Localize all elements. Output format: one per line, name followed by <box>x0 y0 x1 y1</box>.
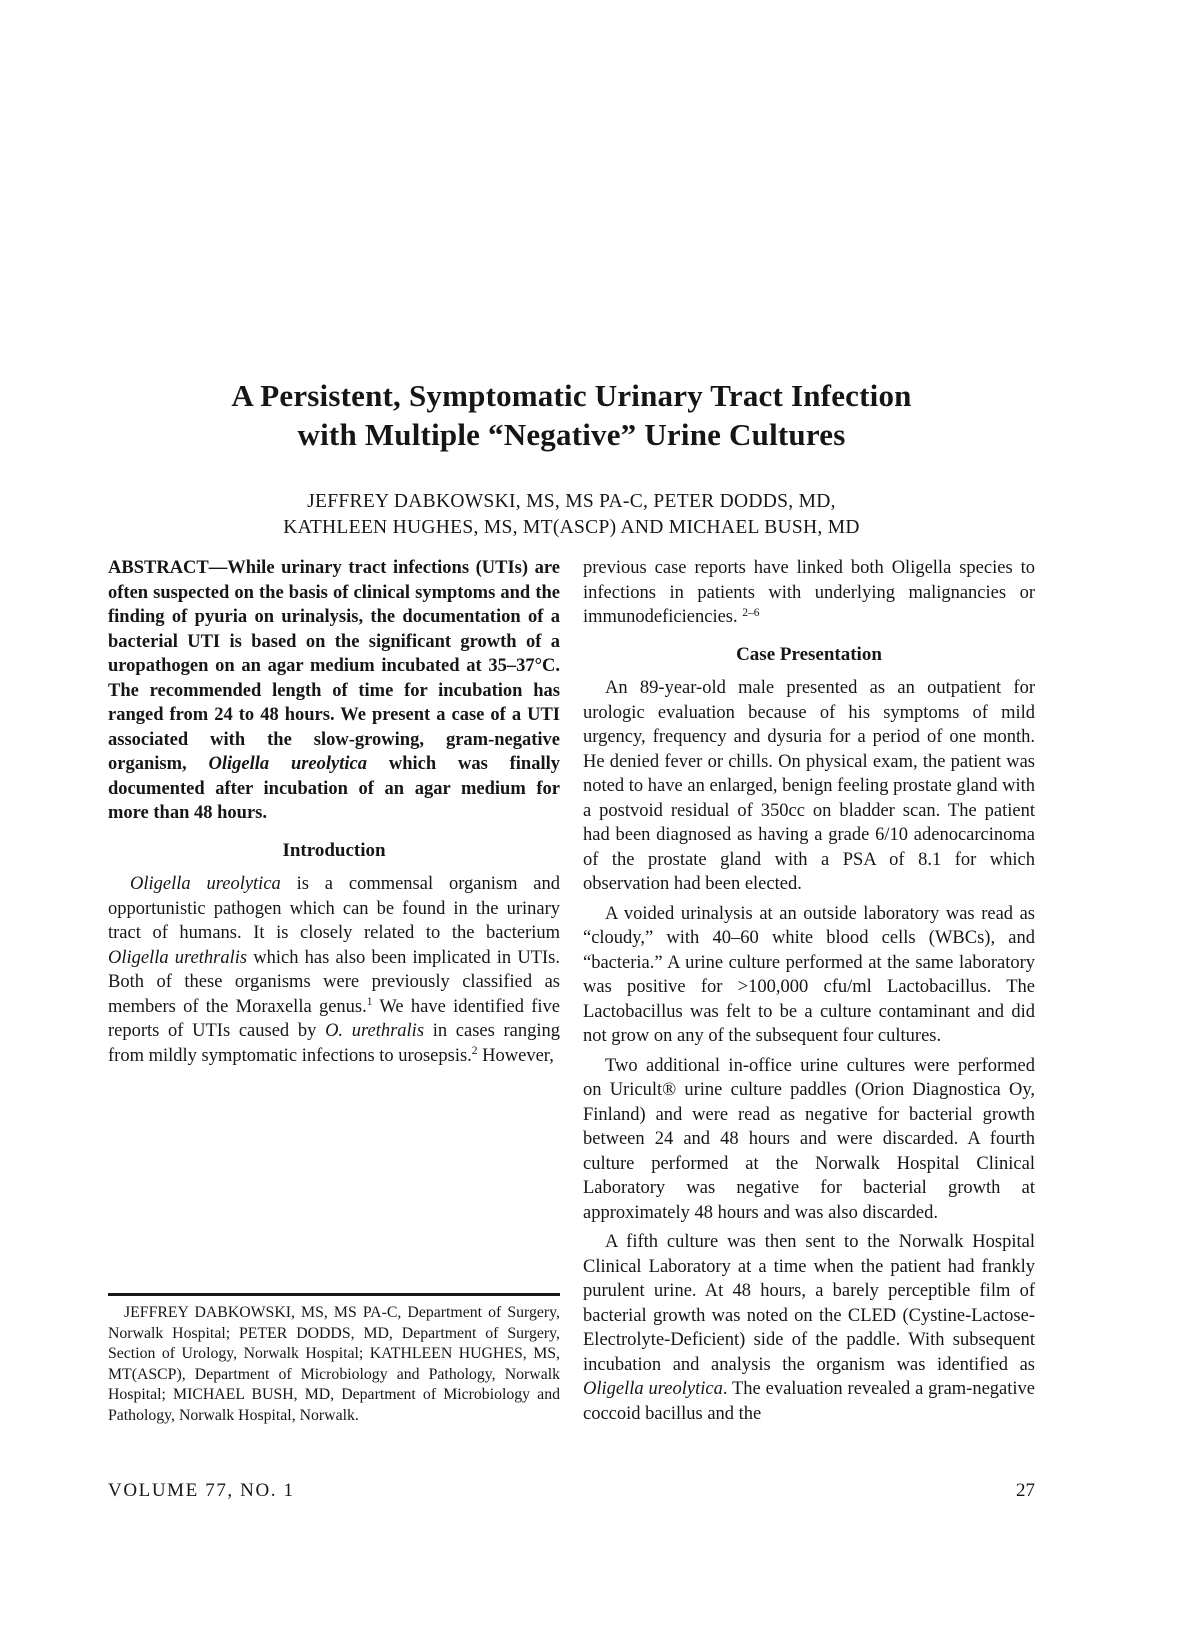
authors-line2: KATHLEEN HUGHES, MS, MT(ASCP) AND MICHAEL BUSH, MD <box>283 517 860 538</box>
abstract-paragraph: ABSTRACT—While urinary tract infections (UTIs) are often suspected on the basis of clinical symptoms and the finding of pyuria on urinalysis, the documentation of a bacterial UTI is based on the significant growth of a uropathogen on an agar medium incubated at 35–37°C. The recommended length of time for incubation has ranged from 24 to 48 hours. We present a case of a UTI associated with the slow-growing, gram-negative organism, Oligella ureolytica which was finally documented after incubation of an agar medium for more than 48 hours. <box>108 558 560 823</box>
article-title <box>108 376 1035 454</box>
article-title-line1: A Persistent, Symptomatic Urinary Tract Infection <box>231 378 912 413</box>
author-affiliations-footnote: JEFFREY DABKOWSKI, MS, MS PA-C, Department of Surgery, Norwalk Hospital; PETER DODDS, MD, Department of Surgery, Section of Urology, Norwalk Hospital; KATHLEEN HUGHES, MS, MT(ASCP), Department of Microbiology and Pathology, Norwalk Hospital; MICHAEL BUSH, MD, Department of Microbiology and Pathology, Norwalk Hospital, Norwalk. <box>108 1293 560 1427</box>
footer-volume-label: VOLUME 77, NO. 1 <box>108 1480 295 1501</box>
case-paragraph-2: A voided urinalysis at an outside laboratory was read as “cloudy,” with 40–60 white blood cells (WBCs), and “bacteria.” A urine culture performed at the same laboratory was positive for >100,000 cfu/ml Lactobacillus. The Lactobacillus was felt to be a culture contaminant and did not grow on any of the subsequent four cultures. <box>583 903 1035 1046</box>
authors-byline <box>108 489 1035 541</box>
case-paragraph-3: Two additional in-office urine cultures were performed on Uricult® urine culture paddles (Orion Diagnostica Oy, Finland) and were read as negative for bacterial growth between 24 and 48 hours and were discarded. A fourth culture performed at the Norwalk Hospital Clinical Laboratory was negative for bacterial growth at approximately 48 hours and was also discarded. <box>583 1055 1035 1223</box>
page-footer <box>108 1480 1035 1502</box>
section-heading-introduction: Introduction <box>282 839 386 861</box>
article-title-line2: with Multiple “Negative” Urine Cultures <box>297 417 846 452</box>
case-paragraph-1: An 89-year-old male presented as an outpatient for urologic evaluation because of his symptoms of mild urgency, frequency and dysuria for a period of one month. He denied fever or chills. On physical exam, the patient was noted to have an enlarged, benign feeling prostate gland with a postvoid residual of 350cc on bladder scan. The patient had been diagnosed as having a grade 6/10 adenocarcinoma of the prostate gland with a PSA of 8.1 for which observation had been elected. <box>583 678 1035 894</box>
authors-line1: JEFFREY DABKOWSKI, MS, MS PA-C, PETER DODDS, MD, <box>307 491 836 512</box>
introduction-paragraph: Oligella ureolytica is a commensal organism and opportunistic pathogen which can be found in the urinary tract of humans. It is closely related to the bacterium Oligella urethralis which has also been implicated in UTIs. Both of these organisms were previously classified as members of the Moraxella genus.$^1$ We have identified five reports of UTIs caused by O. urethralis in cases ranging from mildly symptomatic infections to urosepsis.$^2$ However, <box>108 874 561 1066</box>
footer-page-number: 27 <box>1016 1480 1035 1501</box>
left-column <box>108 556 560 1068</box>
section-heading-case-presentation: Case Presentation <box>736 643 882 665</box>
case-paragraph-4: A fifth culture was then sent to the Norwalk Hospital Clinical Laboratory at a time when the patient had frankly purulent urine. At 48 hours, a barely perceptible film of bacterial growth was noted on the CLED (Cystine-Lactose-Electrolyte-Deficient) side of the paddle. With subsequent incubation and analysis the organism was identified as Oligella ureolytica. The evaluation revealed a gram-negative coccoid bacillus and the <box>583 1232 1035 1424</box>
continuation-paragraph: previous case reports have linked both Oligella species to infections in patients with underlying malignancies or immunodeficiencies. $^{2-6}$ <box>583 558 1035 627</box>
right-column <box>583 556 1035 1426</box>
